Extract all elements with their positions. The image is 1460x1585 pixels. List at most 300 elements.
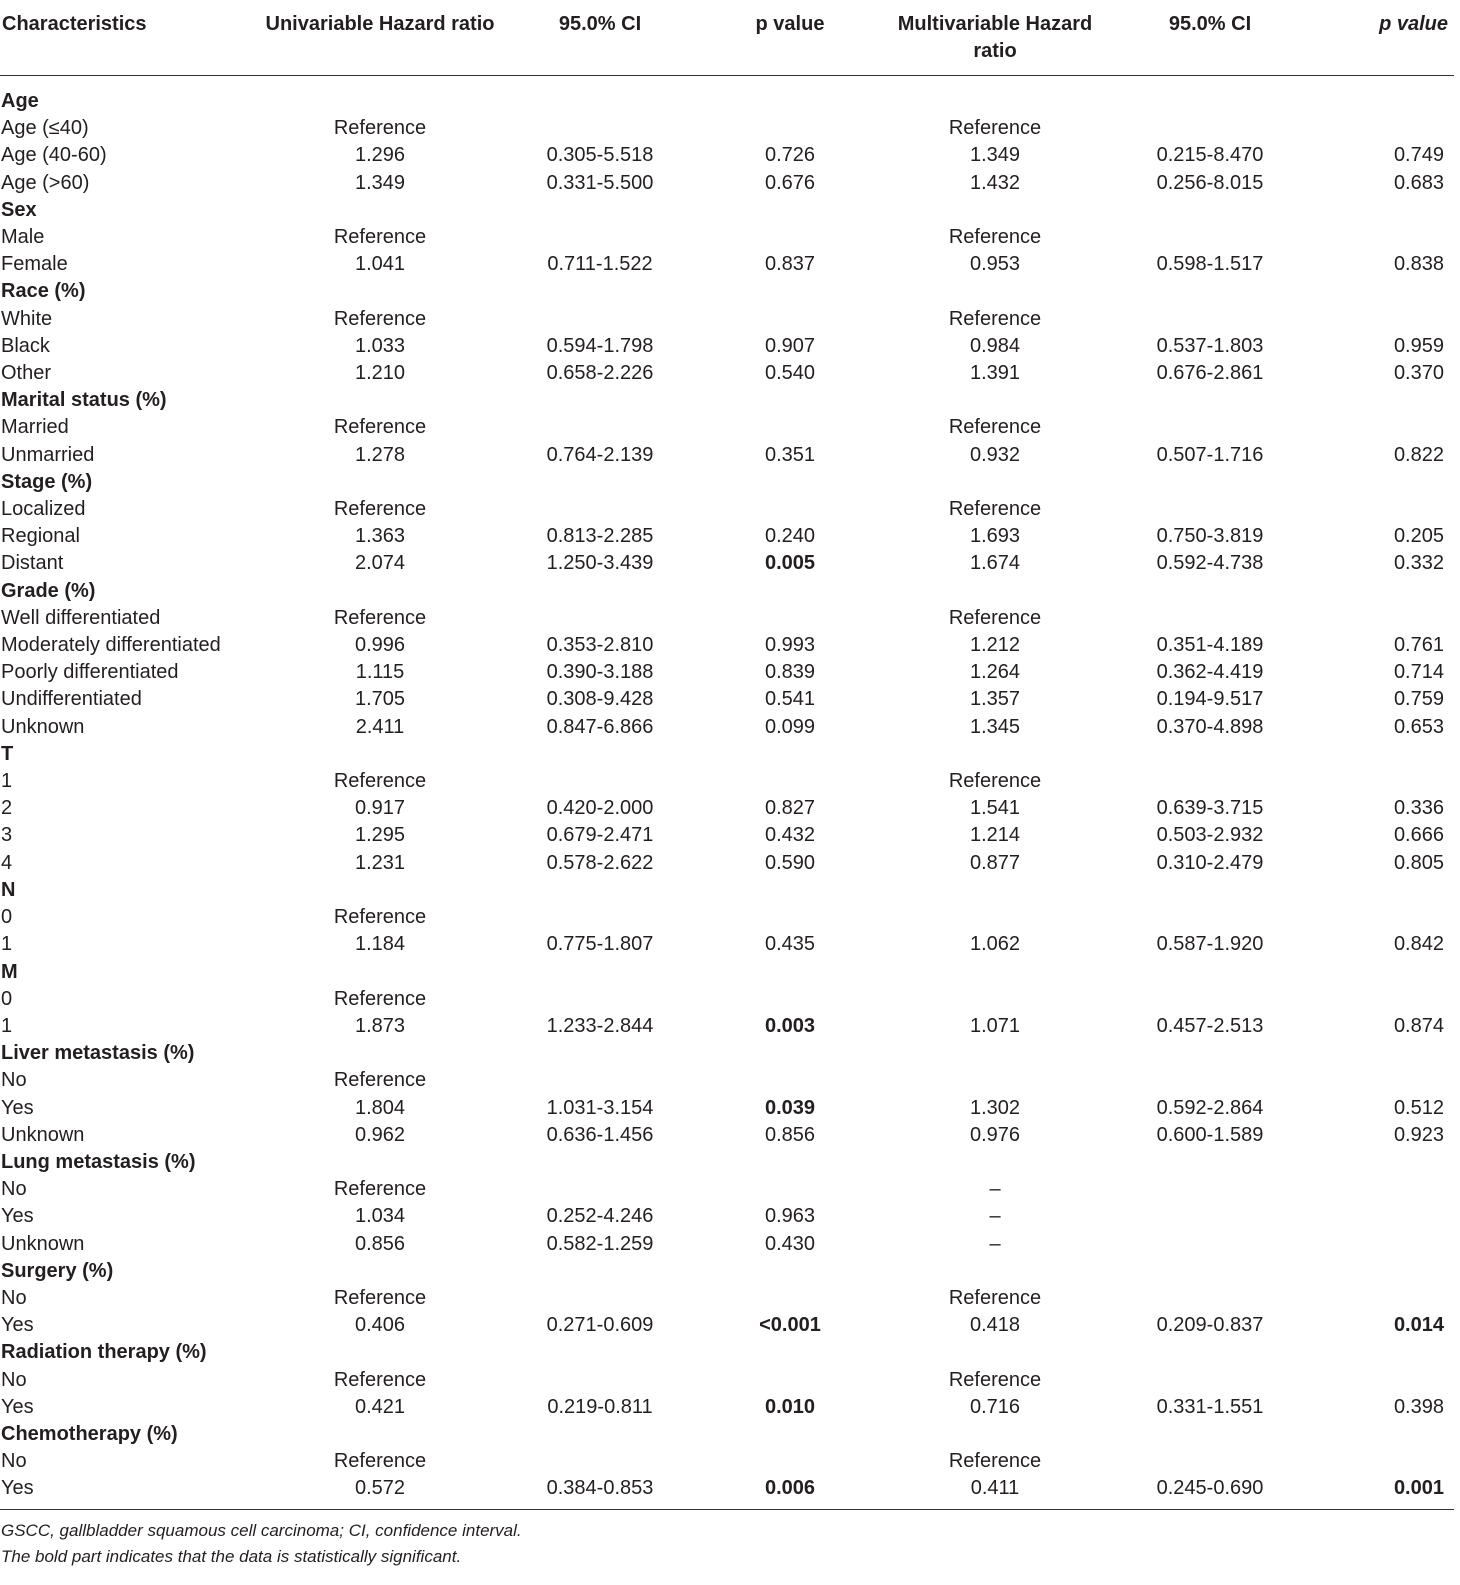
multivariable-p-cell [1310,605,1454,632]
table-row [0,605,1454,632]
row-label: Yes [1,1314,34,1337]
univariable-p-cell: 0.010 [764,1395,816,1418]
univariable-ci-cell [500,1421,700,1448]
multivariable-ci-cell: 0.256-8.015 [1156,171,1264,194]
univariable-hr-cell: 1.296 [354,144,406,167]
multivariable-p-cell [1310,1285,1454,1312]
univariable-ci-cell: 0.813-2.285 [546,525,654,548]
multivariable-hr-cell: 0.877 [969,851,1021,874]
group-row [0,387,1454,414]
univariable-hr-cell: Reference [333,226,427,249]
univariable-p-cell: 0.435 [764,933,816,956]
multivariable-p-cell: 0.001 [1310,1475,1454,1509]
univariable-hr-cell: Reference [333,1450,427,1473]
multivariable-ci-cell [1110,278,1310,305]
row-label: Lung metastasis (%) [1,1150,196,1173]
univariable-p-cell: 0.726 [764,144,816,167]
multivariable-ci-cell: 0.592-4.738 [1156,552,1264,575]
group-row [0,741,1454,768]
multivariable-hr-cell: 0.716 [969,1395,1021,1418]
univariable-hr-cell: 1.873 [354,1014,406,1037]
group-row [0,877,1454,904]
multivariable-ci-cell [1110,496,1310,523]
row-label: Radiation therapy (%) [1,1341,207,1364]
row-label: Localized [1,498,86,521]
univariable-ci-cell: 0.252-4.246 [546,1205,654,1228]
multivariable-ci-cell [1110,414,1310,441]
multivariable-ci-cell: 0.592-2.864 [1156,1096,1264,1119]
row-label: Unknown [1,1232,85,1255]
row-label: T [1,742,14,765]
univariable-hr-cell: 0.572 [260,1475,500,1509]
univariable-p-cell [700,224,880,251]
multivariable-ci-cell: 0.750-3.819 [1156,525,1264,548]
univariable-ci-cell [500,904,700,931]
multivariable-p-cell: 0.332 [1393,552,1444,575]
univariable-ci-cell [500,197,700,224]
table-row [0,1312,1454,1339]
multivariable-hr-cell: 1.357 [969,688,1021,711]
row-label: White [1,307,53,330]
multivariable-hr-cell: Reference [948,307,1042,330]
multivariable-p-cell: 0.205 [1393,525,1444,548]
row-label: Sex [1,198,37,221]
group-row [0,1040,1454,1067]
multivariable-ci-cell: 0.245-0.690 [1110,1475,1310,1509]
row-label: Moderately differentiated [1,634,221,657]
table-row [0,1231,1454,1258]
univariable-hr-cell: Reference [333,987,427,1010]
multivariable-p-cell [1310,224,1454,251]
univariable-hr-cell: 1.210 [354,362,406,385]
table-row [0,360,1454,387]
univariable-ci-cell [500,959,700,986]
univariable-hr-cell: Reference [333,1368,427,1391]
univariable-ci-cell: 1.233-2.844 [546,1014,654,1037]
univariable-p-cell: 0.540 [764,362,816,385]
multivariable-hr-cell: 1.541 [969,797,1021,820]
multivariable-p-cell: 0.749 [1393,144,1444,167]
row-label: Married [1,416,69,439]
multivariable-ci-cell [1110,1040,1310,1067]
multivariable-hr-cell [880,877,1110,904]
multivariable-hr-cell: 1.212 [969,634,1021,657]
multivariable-hr-cell: 0.984 [969,334,1021,357]
univariable-hr-cell: 0.917 [354,797,406,820]
univariable-p-cell [700,1258,880,1285]
multivariable-hr-cell: Reference [948,1286,1042,1309]
table-row [0,1176,1454,1203]
table-row [0,1475,1454,1509]
univariable-p-cell: 0.993 [764,634,816,657]
univariable-hr-cell: Reference [333,1286,427,1309]
multivariable-hr-cell: Reference [948,1368,1042,1391]
univariable-ci-cell [500,877,700,904]
table-row [0,1448,1454,1475]
multivariable-hr-cell: 0.932 [969,443,1021,466]
univariable-ci-cell: 0.658-2.226 [546,362,654,385]
multivariable-hr-cell: 1.345 [969,715,1021,738]
table-row [0,1122,1454,1149]
multivariable-ci-cell: 0.194-9.517 [1156,688,1264,711]
row-label: Marital status (%) [1,389,167,412]
table-row [0,822,1454,849]
univariable-ci-cell: 0.305-5.518 [546,144,654,167]
multivariable-hr-cell: Reference [948,606,1042,629]
multivariable-p-cell: 0.759 [1393,688,1444,711]
univariable-ci-cell: 0.711-1.522 [547,253,653,276]
multivariable-ci-cell: 0.310-2.479 [1156,851,1264,874]
multivariable-hr-cell [880,1339,1110,1366]
univariable-ci-cell: 0.390-3.188 [546,661,654,684]
multivariable-p-cell [1310,768,1454,795]
multivariable-p-cell: 0.014 [1393,1314,1444,1337]
univariable-ci-cell: 0.775-1.807 [546,933,654,956]
multivariable-hr-cell: 1.674 [969,552,1021,575]
univariable-hr-cell: 0.856 [354,1232,406,1255]
univariable-hr-cell: 1.184 [354,933,406,956]
univariable-ci-cell: 0.679-2.471 [546,824,654,847]
multivariable-p-cell [1310,741,1454,768]
multivariable-p-cell: 0.805 [1393,851,1444,874]
univariable-p-cell [700,1176,880,1203]
row-label: Yes [0,1475,260,1509]
multivariable-ci-cell [1110,1203,1310,1230]
univariable-hr-cell [260,1149,500,1176]
univariable-p-cell [700,387,880,414]
group-row [0,278,1454,305]
univariable-hr-cell: 1.295 [354,824,406,847]
multivariable-ci-cell: 0.639-3.715 [1156,797,1264,820]
univariable-ci-cell: 0.219-0.811 [547,1395,653,1418]
univariable-hr-cell: Reference [333,1069,427,1092]
univariable-p-cell [700,1421,880,1448]
group-row [0,1258,1454,1285]
multivariable-ci-cell [1110,986,1310,1013]
univariable-hr-cell: 1.115 [355,661,405,684]
multivariable-ci-cell [1110,1176,1310,1203]
multivariable-hr-cell: 1.349 [969,144,1021,167]
row-label: Age [1,90,39,112]
multivariable-hr-cell: Reference [948,226,1042,249]
table-row [0,931,1454,958]
univariable-ci-cell [500,1285,700,1312]
multivariable-p-cell [1310,904,1454,931]
multivariable-hr-cell: 1.062 [969,933,1021,956]
multivariable-p-cell [1310,1421,1454,1448]
header-univariable-ci: 95.0% CI [500,0,700,76]
multivariable-hr-cell: 1.693 [969,525,1021,548]
univariable-p-cell: 0.590 [764,851,816,874]
univariable-ci-cell: 0.578-2.622 [546,851,654,874]
univariable-hr-cell: 2.411 [355,715,405,738]
univariable-p-cell [700,877,880,904]
row-label: Undifferentiated [1,688,142,711]
multivariable-p-cell [1310,76,1454,116]
univariable-ci-cell: 0.847-6.866 [546,715,654,738]
univariable-p-cell [700,496,880,523]
multivariable-ci-cell [1110,224,1310,251]
multivariable-p-cell: 0.398 [1393,1395,1444,1418]
univariable-hr-cell [260,278,500,305]
univariable-ci-cell [500,306,700,333]
table-row [0,1013,1454,1040]
multivariable-ci-cell: 0.362-4.419 [1156,661,1264,684]
multivariable-ci-cell [1110,1231,1310,1258]
univariable-hr-cell: 0.421 [354,1395,406,1418]
univariable-hr-cell: 1.034 [354,1205,406,1228]
univariable-ci-cell [500,1339,700,1366]
multivariable-hr-cell [880,741,1110,768]
univariable-ci-cell: 0.271-0.609 [546,1314,654,1337]
univariable-ci-cell [500,1258,700,1285]
multivariable-hr-cell [880,387,1110,414]
multivariable-ci-cell: 0.331-1.551 [1156,1395,1264,1418]
table-row [0,523,1454,550]
header-row [0,0,1454,76]
multivariable-p-cell [1310,986,1454,1013]
table-row [0,850,1454,877]
multivariable-ci-cell [1110,1339,1310,1366]
univariable-hr-cell: Reference [333,117,427,140]
multivariable-ci-cell [1110,306,1310,333]
row-label: No [1,1368,27,1391]
univariable-ci-cell: 1.031-3.154 [546,1096,654,1119]
multivariable-p-cell: 0.761 [1393,634,1444,657]
table-row [0,142,1454,169]
multivariable-ci-cell: 0.209-0.837 [1156,1314,1264,1337]
univariable-ci-cell [500,76,700,116]
univariable-p-cell: 0.099 [764,715,816,738]
univariable-p-cell: 0.541 [764,688,816,711]
row-label: Black [1,334,50,357]
univariable-hr-cell: 0.996 [354,634,406,657]
univariable-p-cell: 0.006 [700,1475,880,1509]
univariable-ci-cell [500,741,700,768]
univariable-p-cell [700,959,880,986]
univariable-p-cell [700,578,880,605]
row-label: Poorly differentiated [1,661,179,684]
multivariable-hr-cell [880,1258,1110,1285]
multivariable-p-cell [1310,496,1454,523]
row-label: Chemotherapy (%) [1,1422,178,1445]
row-label: Stage (%) [1,470,93,493]
multivariable-p-cell: 0.683 [1393,171,1444,194]
multivariable-p-cell: 0.512 [1393,1096,1444,1119]
multivariable-p-cell [1310,278,1454,305]
univariable-p-cell: 0.963 [764,1205,816,1228]
multivariable-p-cell: 0.874 [1393,1014,1444,1037]
row-label: Yes [1,1395,34,1418]
univariable-ci-cell: 0.420-2.000 [546,797,654,820]
multivariable-hr-cell: 1.302 [969,1096,1021,1119]
univariable-ci-cell [500,496,700,523]
group-row [0,1149,1454,1176]
univariable-ci-cell: 0.764-2.139 [546,443,654,466]
row-label: Yes [1,1205,34,1228]
univariable-ci-cell: 1.250-3.439 [546,552,654,575]
univariable-ci-cell [500,768,700,795]
table-row [0,550,1454,577]
row-label: 1 [1,933,13,956]
table-row [0,904,1454,931]
multivariable-ci-cell [1110,1421,1310,1448]
univariable-hr-cell: Reference [333,770,427,793]
row-label: Age (>60) [1,171,90,194]
table-row [0,1394,1454,1421]
multivariable-hr-cell [880,469,1110,496]
table-row [0,768,1454,795]
row-label: Surgery (%) [1,1259,114,1282]
row-label: No [1,1286,27,1309]
univariable-hr-cell: Reference [333,906,427,929]
row-label: Age (≤40) [1,117,89,140]
multivariable-hr-cell: – [989,1178,1001,1201]
multivariable-p-cell: 0.923 [1393,1123,1444,1146]
univariable-p-cell: 0.240 [764,525,816,548]
multivariable-ci-cell [1110,741,1310,768]
multivariable-ci-cell: 0.457-2.513 [1156,1014,1264,1037]
multivariable-ci-cell [1110,959,1310,986]
row-label: N [1,878,16,901]
multivariable-hr-cell: – [989,1232,1001,1255]
univariable-p-cell: 0.430 [764,1232,816,1255]
table-body [0,76,1454,1510]
univariable-ci-cell [500,1149,700,1176]
footnote-abbreviations: GSCC, gallbladder squamous cell carcinoma; CI, confidence interval. [1,1521,522,1540]
univariable-hr-cell: 0.406 [354,1314,406,1337]
univariable-p-cell [700,1067,880,1094]
univariable-p-cell [700,197,880,224]
univariable-p-cell [700,904,880,931]
univariable-hr-cell: Reference [333,1178,427,1201]
univariable-hr-cell [260,76,500,116]
univariable-hr-cell [260,1339,500,1366]
univariable-ci-cell [500,224,700,251]
multivariable-hr-cell: Reference [948,498,1042,521]
univariable-p-cell: 0.351 [764,443,816,466]
row-label: No [1,1069,27,1092]
multivariable-ci-cell: 0.370-4.898 [1156,715,1264,738]
multivariable-p-cell [1310,414,1454,441]
table-header [0,0,1454,76]
univariable-p-cell: 0.827 [764,797,816,820]
table-row [0,1067,1454,1094]
header-univariable-p: p value [700,0,880,76]
univariable-ci-cell [500,414,700,441]
univariable-ci-cell: 0.331-5.500 [546,171,654,194]
multivariable-ci-cell: 0.507-1.716 [1156,443,1264,466]
univariable-hr-cell: Reference [333,307,427,330]
row-label: 2 [1,797,13,820]
multivariable-p-cell: 0.714 [1393,661,1444,684]
univariable-p-cell: 0.005 [764,552,816,575]
univariable-ci-cell [500,1176,700,1203]
univariable-p-cell: 0.676 [764,171,816,194]
univariable-hr-cell: Reference [333,498,427,521]
multivariable-hr-cell [880,278,1110,305]
multivariable-hr-cell [880,1149,1110,1176]
univariable-p-cell [700,414,880,441]
multivariable-hr-cell: 1.391 [969,362,1021,385]
univariable-p-cell: <0.001 [759,1314,821,1337]
row-label: 4 [1,851,13,874]
multivariable-p-cell [1310,306,1454,333]
univariable-hr-cell [260,578,500,605]
multivariable-ci-cell [1110,1149,1310,1176]
multivariable-hr-cell [880,197,1110,224]
univariable-ci-cell [500,1367,700,1394]
multivariable-hr-cell: Reference [948,1450,1042,1473]
univariable-p-cell: 0.039 [764,1096,816,1119]
univariable-hr-cell [260,877,500,904]
univariable-p-cell [700,741,880,768]
row-label: Yes [1,1096,34,1119]
univariable-hr-cell [260,387,500,414]
multivariable-p-cell [1310,1067,1454,1094]
univariable-ci-cell: 0.594-1.798 [546,334,654,357]
multivariable-hr-cell [880,1421,1110,1448]
univariable-p-cell [700,768,880,795]
multivariable-ci-cell [1110,197,1310,224]
multivariable-hr-cell [880,1067,1110,1094]
multivariable-hr-cell [880,1040,1110,1067]
multivariable-p-cell [1310,115,1454,142]
multivariable-ci-cell: 0.600-1.589 [1156,1123,1264,1146]
multivariable-p-cell [1310,197,1454,224]
multivariable-hr-cell: 0.976 [969,1123,1021,1146]
table-row [0,1285,1454,1312]
multivariable-p-cell: 0.370 [1393,362,1444,385]
multivariable-ci-cell: 0.537-1.803 [1156,334,1264,357]
group-row [0,578,1454,605]
multivariable-p-cell: 0.959 [1393,334,1444,357]
univariable-p-cell [700,605,880,632]
row-label: Grade (%) [1,579,96,602]
univariable-hr-cell [260,469,500,496]
univariable-ci-cell [500,605,700,632]
group-row [0,76,1454,116]
multivariable-p-cell [1310,578,1454,605]
univariable-p-cell [700,306,880,333]
row-label: Distant [1,552,64,575]
univariable-p-cell [700,76,880,116]
header-multivariable-p: p value [1310,0,1454,76]
multivariable-ci-cell [1110,605,1310,632]
univariable-p-cell: 0.856 [764,1123,816,1146]
header-multivariable-hr: Multivariable Hazard ratio [880,0,1110,76]
row-label: 0 [1,987,13,1010]
univariable-p-cell [700,115,880,142]
univariable-ci-cell [500,469,700,496]
row-label: 1 [1,770,13,793]
univariable-ci-cell: 0.582-1.259 [546,1232,654,1255]
multivariable-p-cell [1310,1258,1454,1285]
multivariable-hr-cell [880,904,1110,931]
group-row [0,1421,1454,1448]
multivariable-hr-cell: Reference [948,117,1042,140]
multivariable-p-cell [1310,469,1454,496]
univariable-ci-cell: 0.353-2.810 [546,634,654,657]
multivariable-p-cell [1310,1203,1454,1230]
univariable-ci-cell [500,1448,700,1475]
row-label: Female [1,253,68,276]
univariable-p-cell: 0.907 [764,334,816,357]
univariable-ci-cell [500,578,700,605]
multivariable-p-cell [1310,959,1454,986]
table-row [0,170,1454,197]
row-label: 3 [1,824,13,847]
